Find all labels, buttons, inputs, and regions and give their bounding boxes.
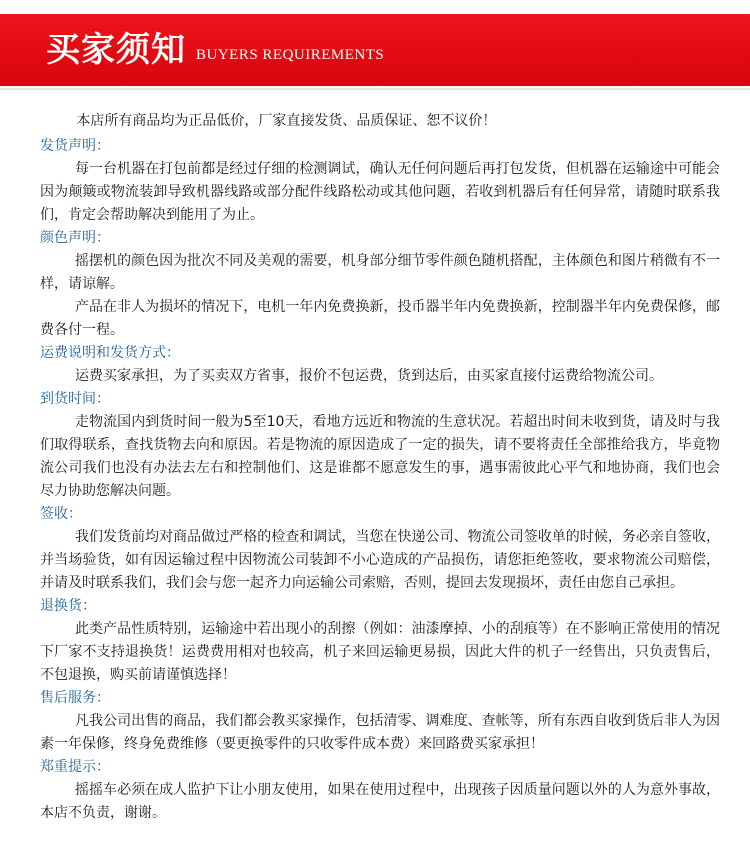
page-subtitle: BUYERS REQUIREMENTS: [196, 47, 385, 63]
section-heading: 签收：: [40, 506, 82, 522]
section-heading: 到货时间：: [40, 391, 110, 407]
section-signing: [40, 503, 720, 595]
section-heading: 售后服务：: [40, 690, 110, 706]
header-banner: [0, 14, 750, 86]
section-after-sales: [40, 687, 720, 756]
section-heading: 运费说明和发货方式：: [40, 345, 180, 361]
section-returns: [40, 595, 720, 687]
section-paragraph: 每一台机器在打包前都是经过仔细的检测调试，确认无任何问题后再打包发货，但机器在运输途中可能会因为颠簸或物流装卸导致机器线路或部分配件线路松动或其他问题，若收到机器后有任何异常，请随时联系我们，肯定会帮助解决到能用了为止。: [40, 161, 720, 223]
section-color: [40, 227, 720, 342]
banner-divider: [0, 88, 750, 90]
section-paragraph: 走物流国内到货时间一般为5至10天，看地方远近和物流的生意状况。若超出时间未收到货，请及时与我们取得联系，查找货物去向和原因。若是物流的原因造成了一定的损失，请不要将责任全部推给我方，毕竟物流公司我们也没有办法去左右和控制他们、这是谁都不愿意发生的事，遇事需彼此心平气和地协商，我们也会尽力协助您解决问题。: [40, 414, 720, 499]
page-title: 买家须知: [46, 30, 186, 70]
section-paragraph: 运费买家承担，为了买卖双方省事，报价不包运费，货到达后，由买家直接付运费给物流公司。: [75, 368, 663, 384]
section-heading: 发货声明：: [40, 138, 110, 154]
section-paragraph: 凡我公司出售的商品，我们都会教买家操作，包括清零、调难度、查帐等，所有东西自收到货后非人为因素一年保修，终身免费维修（要更换零件的只收零件成本费）来回路费买家承担！: [40, 713, 720, 752]
section-paragraph: 产品在非人为损坏的情况下，电机一年内免费换新，投币器半年内免费换新，控制器半年内免费保修，邮费各付一程。: [40, 299, 720, 338]
section-notice: [40, 756, 720, 825]
section-paragraph: 此类产品性质特别，运输途中若出现小的刮擦（例如：油漆摩掉、小的刮痕等）在不影响正常使用的情况下厂家不支持退换货！运费费用相对也较高，机子来回运输更易损，因此大件的机子一经售出，只负责售后，不包退换，购买前请谨慎选择！: [40, 621, 720, 683]
section-paragraph: 我们发货前均对商品做过严格的检查和调试，当您在快递公司、物流公司签收单的时候，务必亲自签收，并当场验货，如有因运输过程中因物流公司装卸不小心造成的产品损伤，请您拒绝签收，要求物流公司赔偿，并请及时联系我们，我们会与您一起齐力向运输公司索赔，否则，提回去发现损坏，责任由您自己承担。: [40, 529, 720, 591]
section-freight: [40, 342, 720, 388]
section-arrival: [40, 388, 720, 503]
notice-body: [40, 110, 720, 825]
section-paragraph: 摇摆机的颜色因为批次不同及美观的需要，机身部分细节零件颜色随机搭配，主体颜色和图片稍微有不一样，请谅解。: [40, 253, 720, 292]
section-heading: 颜色声明：: [40, 230, 110, 246]
section-heading: 退换货：: [40, 598, 96, 614]
section-paragraph: 摇摇车必须在成人监护下让小朋友使用，如果在使用过程中，出现孩子因质量问题以外的人为意外事故，本店不负责，谢谢。: [40, 782, 720, 821]
section-shipping: [40, 135, 720, 227]
section-heading: 郑重提示：: [40, 759, 110, 775]
intro-text: 本店所有商品均为正品低价，厂家直接发货、品质保证、恕不议价！: [76, 113, 497, 129]
